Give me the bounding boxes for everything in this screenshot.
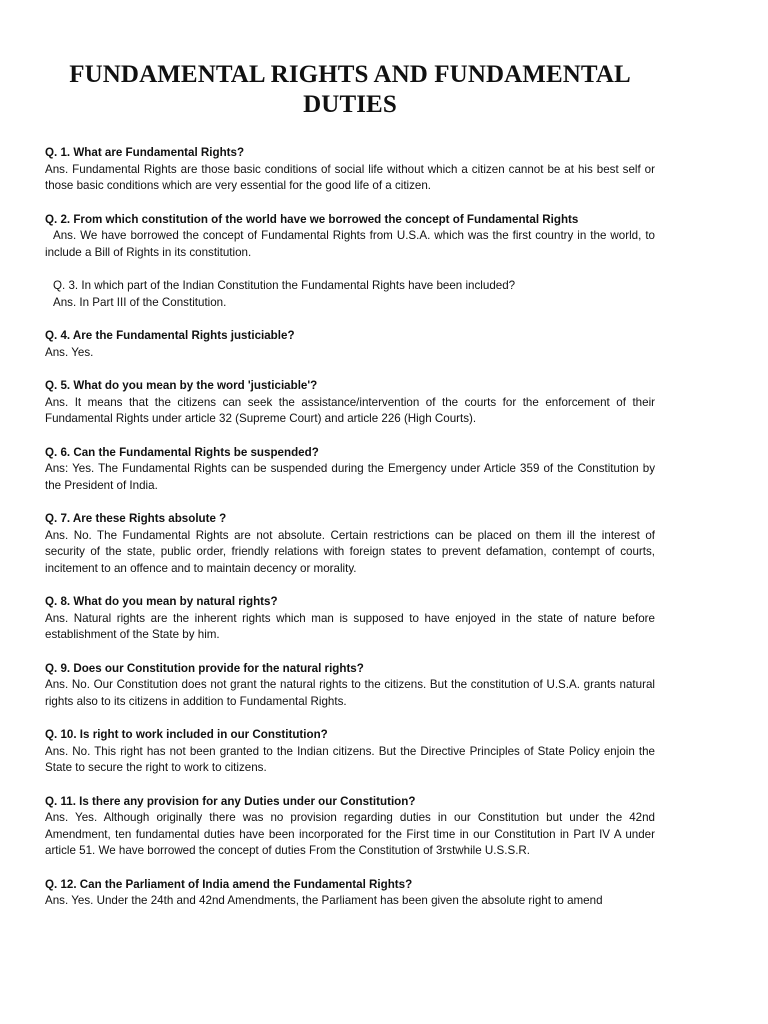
qa-item-11 <box>45 794 655 860</box>
title-line-1: FUNDAMENTAL RIGHTS AND FUNDAMENTAL <box>69 61 631 88</box>
question-4: Q. 4. Are the Fundamental Rights justiciable? <box>45 329 295 342</box>
qa-item-12 <box>45 877 655 910</box>
answer-3: Ans. In Part III of the Constitution. <box>53 295 227 309</box>
qa-list <box>45 145 655 927</box>
qa-item-7 <box>45 511 655 577</box>
answer-5: Ans. It means that the citizens can seek the assistance/intervention of the courts for the enforcement of their Fundamental Rights under article 32 (Supreme Court) and article 226 (High Courts). <box>45 395 655 425</box>
qa-item-6 <box>45 445 655 495</box>
qa-item-8 <box>45 594 655 644</box>
question-11: Q. 11. Is there any provision for any Duties under our Constitution? <box>45 794 416 808</box>
qa-item-1 <box>45 145 655 195</box>
question-7: Q. 7. Are these Rights absolute ? <box>45 512 227 525</box>
answer-10: Ans. No. This right has not been granted to the Indian citizens. But the Directive Principles of State Policy enjoin the State to secure the right to work to citizens. <box>45 744 655 774</box>
answer-1: Ans. Fundamental Rights are those basic conditions of social life without which a citizen cannot be at his best self or those basic conditions which are very essential for the good life of a citizen. <box>45 162 655 192</box>
title-line-2: DUTIES <box>303 91 397 118</box>
qa-item-4 <box>45 328 655 361</box>
qa-item-5 <box>45 378 655 428</box>
qa-item-10 <box>45 727 655 777</box>
answer-4: Ans. Yes. <box>45 345 94 359</box>
answer-8: Ans. Natural rights are the inherent rights which man is supposed to have enjoyed in the state of nature before establishment of the State by him. <box>45 611 655 641</box>
document-title <box>40 60 660 120</box>
question-6: Q. 6. Can the Fundamental Rights be suspended? <box>45 445 319 459</box>
question-8: Q. 8. What do you mean by natural rights? <box>45 595 278 608</box>
answer-12: Ans. Yes. Under the 24th and 42nd Amendments, the Parliament has been given the absolute right to amend <box>45 894 603 907</box>
question-2: Q. 2. From which constitution of the world have we borrowed the concept of Fundamental Rights <box>45 212 579 226</box>
question-1: Q. 1. What are Fundamental Rights? <box>45 146 245 159</box>
question-3: Q. 3. In which part of the Indian Constitution the Fundamental Rights have been included? <box>53 279 516 292</box>
question-9: Q. 9. Does our Constitution provide for the natural rights? <box>45 661 364 675</box>
question-10: Q. 10. Is right to work included in our Constitution? <box>45 728 328 741</box>
answer-11: Ans. Yes. Although originally there was no provision regarding duties in our Constitution but under the 42nd Amendment, ten fundamental duties have been incorporated for the First time in our Constitution in Part IV A under article 51. We have borrowed the concept of duties From the Constitution of 3rstwhile U.S.S.R. <box>45 811 655 857</box>
answer-7: Ans. No. The Fundamental Rights are not absolute. Certain restrictions can be placed on them ill the interest of security of the state, public order, friendly relations with foreign states to prevent defamation, contempt of courts, incitement to an offence and to maintain decency or morality. <box>45 528 655 575</box>
qa-item-2 <box>45 212 655 262</box>
answer-2: Ans. We have borrowed the concept of Fundamental Rights from U.S.A. which was the first country in the world, to include a Bill of Rights in its constitution. <box>45 229 655 259</box>
answer-6: Ans: Yes. The Fundamental Rights can be suspended during the Emergency under Article 359 of the Constitution by the President of India. <box>45 462 655 492</box>
answer-9: Ans. No. Our Constitution does not grant the natural rights to the citizens. But the constitution of U.S.A. grants natural rights also to its citizens in addition to Fundamental Rights. <box>45 678 655 708</box>
question-5: Q. 5. What do you mean by the word 'justiciable'? <box>45 379 318 392</box>
question-12: Q. 12. Can the Parliament of India amend the Fundamental Rights? <box>45 877 413 891</box>
qa-item-9 <box>45 661 655 711</box>
qa-item-3 <box>45 278 655 311</box>
